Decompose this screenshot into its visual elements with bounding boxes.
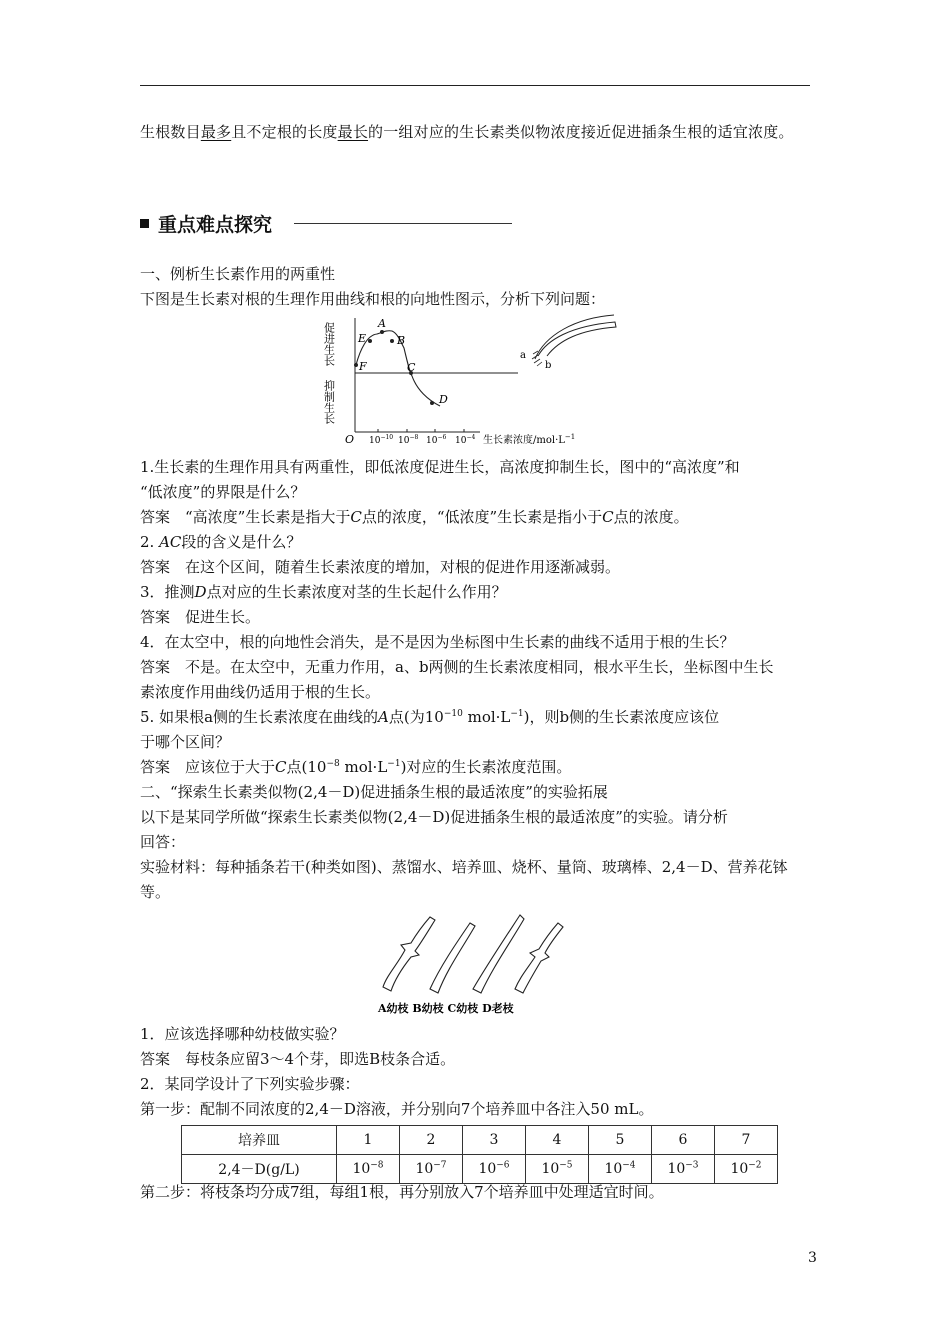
part1-heading: 一、例析生长素作用的两重性: [140, 265, 336, 283]
q5-line2: 于哪个区间？: [140, 733, 231, 751]
table-row: 2,4－D(g/L) $10^{-8}$ $10^{-7}$ $10^{-6}$ $10^{-5}$ $10^{-4}$ $10^{-3}$ $10^{-2}$: [182, 1155, 778, 1184]
a4-line2: 素浓度作用曲线仍适用于根的生长。: [140, 683, 381, 701]
point-D: [430, 401, 434, 405]
underline-most: 最多: [200, 123, 232, 141]
root-label-a: a: [520, 350, 526, 361]
auxin-curve-chart: [322, 310, 630, 450]
part1-intro: 下图是生长素对根的生理作用曲线和根的向地性图示，分析下列问题：: [140, 290, 606, 308]
materials-line2: 等。: [140, 883, 171, 901]
point-F: [354, 363, 358, 367]
a-branch: 答案 每枝条应留3～4个芽，即选B枝条合适。: [140, 1050, 456, 1068]
origin-label: O: [345, 433, 355, 446]
q4: 4．在太空中，根的向地性会消失，是不是因为坐标图中生长素的曲线不适用于根的生长？: [140, 633, 735, 651]
q1-line2: “低浓度”的界限是什么？: [140, 483, 306, 501]
root-label-b: b: [545, 360, 552, 371]
section-title: 重点难点探究: [140, 210, 272, 237]
x-tick-label: $10^{-6}$: [426, 434, 447, 446]
a4-line1: 答案 不是。在太空中，无重力作用，a、b两侧的生长素浓度相同，根水平生长，坐标图中生长: [140, 658, 774, 676]
y-label-promote: 促进生长: [322, 322, 336, 366]
q1-line1: 1.生长素的生理作用具有两重性，即低浓度促进生长，高浓度抑制生长，图中的“高浓度”和: [140, 458, 740, 476]
underline-longest: 最长: [337, 123, 369, 141]
a3: 答案 促进生长。: [140, 608, 261, 626]
part2-intro2: 回答：: [140, 833, 186, 851]
header-rule: [140, 85, 810, 86]
q3: 3．推测D点对应的生长素浓度对茎的生长起什么作用？: [140, 583, 507, 601]
x-tick-label: $10^{-8}$: [398, 434, 419, 446]
step2: 第二步：将枝条均分成7组，每组1根，再分别放入7个培养皿中处理适宜时间。: [140, 1183, 664, 1201]
label-A: A: [378, 317, 386, 330]
q-steps: 2．某同学设计了下列实验步骤：: [140, 1075, 360, 1093]
branches-caption: A幼枝 B幼枝 C幼枝 D老枝: [378, 1002, 514, 1015]
q2: 2. AC段的含义是什么？: [140, 533, 302, 551]
label-B: B: [397, 334, 406, 347]
q5-line1: 5. 如果根a侧的生长素浓度在曲线的A点(为$10^{-10}$ $mol\cdot L^{-1}$)，则b侧的生长素浓度应该位: [140, 708, 720, 726]
q-branch: 1．应该选择哪种幼枝做实验？: [140, 1025, 345, 1043]
label-D: D: [439, 393, 448, 406]
x-tick-label: $10^{-4}$: [455, 434, 476, 446]
concentration-table: [181, 1125, 778, 1184]
x-axis-label: 生长素浓度$/mol\cdot L^{-1}$: [483, 433, 576, 446]
point-B: [390, 339, 394, 343]
materials-line1: 实验材料：每种插条若干(种类如图)、蒸馏水、培养皿、烧杯、量筒、玻璃棒、2,4－D、营养花钵: [140, 858, 788, 876]
y-label-inhibit: 抑制生长: [322, 380, 336, 424]
label-F: F: [359, 360, 367, 373]
a5: 答案 应该位于大于C点($10^{-8}$ $mol\cdot L^{-1}$)对应的生长素浓度范围。: [140, 758, 572, 776]
page-number: 3: [808, 1250, 817, 1266]
x-tick-label: $10^{-10}$: [369, 434, 394, 446]
square-bullet-icon: [140, 219, 149, 228]
a1: 答案 “高浓度”生长素是指大于C点的浓度，“低浓度”生长素是指小于C点的浓度。: [140, 508, 689, 526]
point-E: [368, 339, 372, 343]
a2: 答案 在这个区间，随着生长素浓度的增加，对根的促进作用逐渐减弱。: [140, 558, 621, 576]
table-row: 培养皿 1 2 3 4 5 6 7: [182, 1126, 778, 1155]
label-E: E: [358, 332, 367, 345]
point-A: [380, 330, 384, 334]
step1: 第一步：配制不同浓度的2,4－D溶液，并分别向7个培养皿中各注入50 mL。: [140, 1100, 654, 1118]
part2-intro1: 以下是某同学所做“探索生长素类似物(2,4－D)促进插条生根的最适浓度”的实验。请分析: [140, 808, 728, 826]
label-C: C: [407, 361, 416, 374]
branches-illustration: [375, 905, 575, 1020]
part2-heading: 二、“探索生长素类似物(2,4－D)促进插条生根的最适浓度”的实验拓展: [140, 783, 608, 801]
intro-paragraph: 生根数目最多且不定根的长度最长的一组对应的生长素类似物浓度接近促进插条生根的适宜浓度。: [140, 123, 794, 141]
